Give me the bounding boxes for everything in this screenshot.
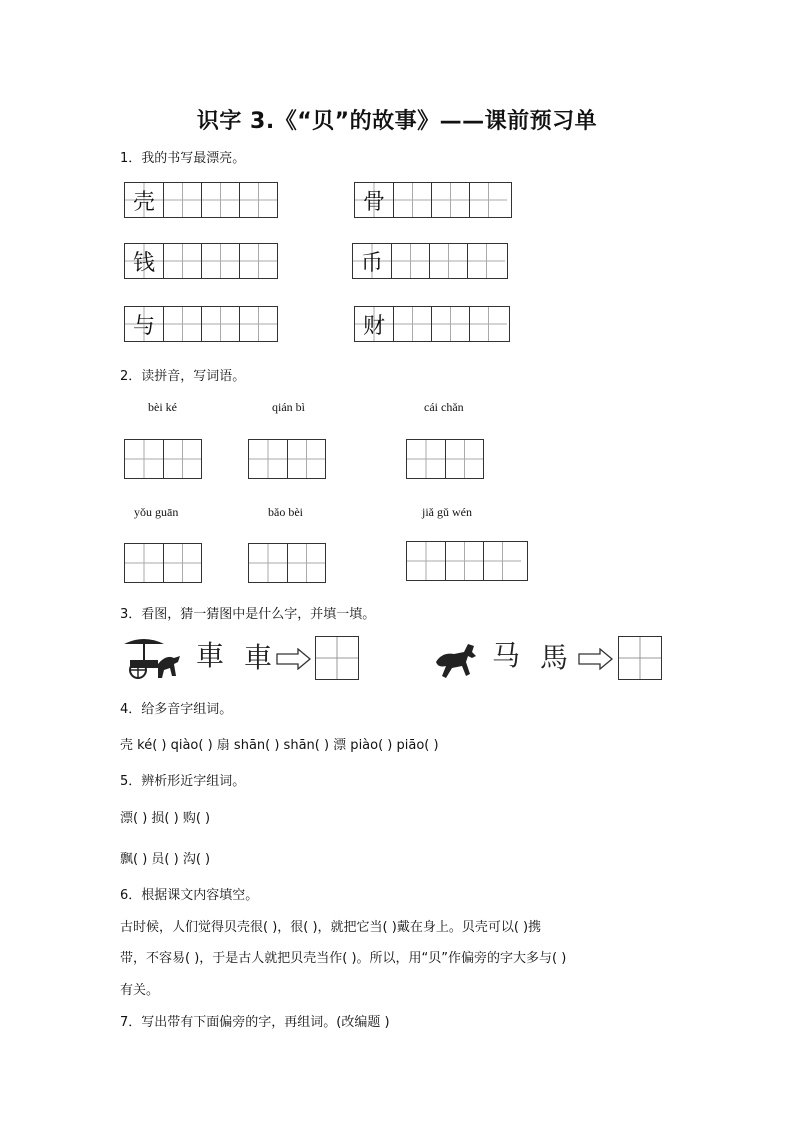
arrow-right-icon (578, 648, 614, 670)
polyphone-line[interactable]: 壳 ké( ) qiào( ) 扇 shān( ) shān( ) 漂 piào( ) piāo( ) (120, 738, 439, 753)
fill-blank-line-2[interactable]: 带，不容易( )，于是古人就把贝壳当作( )。所以，用“贝”作偏旁的字大多与( ) (120, 951, 567, 966)
ancient-char: 马 (492, 639, 521, 672)
writing-row-6[interactable] (354, 306, 510, 342)
seal-char: 馬 (540, 641, 569, 674)
answer-box[interactable] (248, 439, 326, 479)
answer-box[interactable] (124, 439, 202, 479)
question-1-label: 1．我的书写最漂亮。 (120, 151, 246, 166)
fill-blank-line-3: 有关。 (120, 983, 160, 998)
question-7-label: 7．写出带有下面偏旁的字，再组词。(改编题 ) (120, 1015, 390, 1030)
pinyin: cái chǎn (424, 400, 464, 414)
model-char: 骨 (355, 183, 393, 217)
similar-chars-line-2[interactable]: 飘( ) 员( ) 沟( ) (120, 852, 211, 867)
pinyin: qián bì (272, 400, 305, 414)
writing-row-3[interactable] (124, 243, 278, 279)
answer-box[interactable] (248, 543, 326, 583)
writing-row-2[interactable] (354, 182, 512, 218)
question-2-label: 2．读拼音，写词语。 (120, 369, 246, 384)
seal-char: 車 (244, 641, 273, 674)
answer-box[interactable] (124, 543, 202, 583)
model-char: 财 (355, 307, 393, 341)
answer-box[interactable] (315, 636, 359, 680)
answer-box[interactable] (618, 636, 662, 680)
writing-row-1[interactable] (124, 182, 278, 218)
horse-picture-icon (432, 640, 482, 682)
writing-row-4[interactable] (352, 243, 508, 279)
chariot-picture-icon (122, 636, 184, 680)
model-char: 币 (353, 244, 391, 278)
question-6-label: 6．根据课文内容填空。 (120, 888, 259, 903)
similar-chars-line-1[interactable]: 漂( ) 损( ) 购( ) (120, 811, 211, 826)
answer-box[interactable] (406, 439, 484, 479)
writing-row-5[interactable] (124, 306, 278, 342)
fill-blank-line-1[interactable]: 古时候，人们觉得贝壳很( )，很( )，就把它当( )戴在身上。贝壳可以( )携 (120, 920, 542, 935)
ancient-char: 車 (196, 639, 225, 672)
model-char: 钱 (125, 244, 163, 278)
question-5-label: 5．辨析形近字组词。 (120, 774, 246, 789)
pinyin: bǎo bèi (268, 505, 303, 519)
page-title: 识字 3.《“贝”的故事》——课前预习单 (196, 109, 598, 134)
model-char: 壳 (125, 183, 163, 217)
question-3-label: 3．看图，猜一猜图中是什么字，并填一填。 (120, 607, 376, 622)
model-char: 与 (125, 307, 163, 341)
pinyin: bèi ké (148, 400, 177, 414)
arrow-right-icon (276, 648, 312, 670)
answer-box[interactable] (406, 541, 528, 581)
question-4-label: 4．给多音字组词。 (120, 702, 233, 717)
pinyin: yǒu guān (134, 505, 179, 519)
pinyin: jiǎ gǔ wén (422, 505, 472, 519)
